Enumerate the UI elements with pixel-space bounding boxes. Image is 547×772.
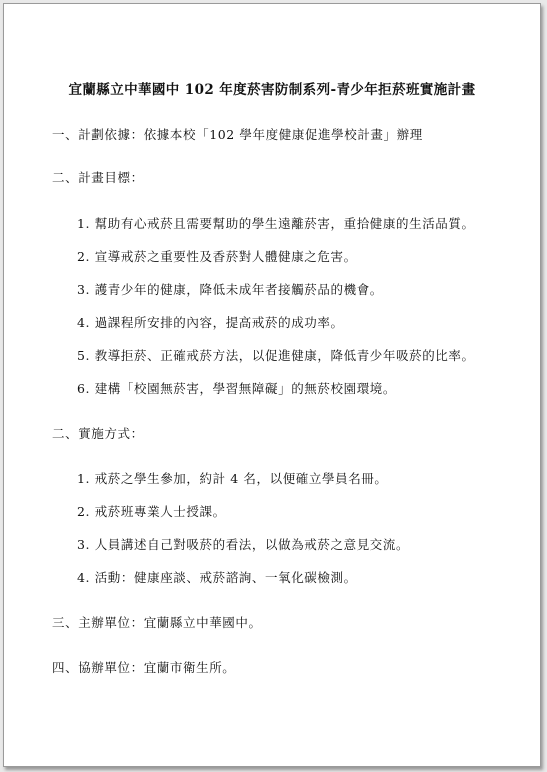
goal-item: 3. 護青少年的健康，降低未成年者接觸菸品的機會。 — [77, 282, 383, 297]
goal-item: 6. 建構「校園無菸害，學習無障礙」的無菸校園環境。 — [77, 381, 397, 396]
section-goals-heading: 二、計畫目標： — [52, 170, 144, 185]
method-item: 2. 戒菸班專業人士授課。 — [77, 504, 226, 519]
method-item: 4. 活動：健康座談、戒菸諮詢、一氧化碳檢測。 — [77, 570, 357, 585]
goal-item: 1. 幫助有心戒菸且需要幫助的學生遠離菸害，重拾健康的生活品質。 — [77, 216, 475, 231]
section-basis: 一、計劃依據：依據本校「102 學年度健康促進學校計畫」辦理 — [52, 127, 423, 142]
method-item: 3. 人員講述自己對吸菸的看法，以做為戒菸之意見交流。 — [77, 537, 410, 552]
section-co-organizer: 四、協辦單位：宜蘭市衛生所。 — [52, 660, 236, 675]
document-page — [3, 3, 541, 767]
method-item: 1. 戒菸之學生參加，約計 4 名，以便確立學員名冊。 — [77, 471, 388, 486]
goal-item: 2. 宣導戒菸之重要性及香菸對人體健康之危害。 — [77, 249, 357, 264]
section-method-heading: 二、實施方式： — [52, 426, 144, 441]
section-organizer: 三、主辦單位：宜蘭縣立中華國中。 — [52, 615, 262, 630]
goal-item: 4. 過課程所安排的內容，提高戒菸的成功率。 — [77, 315, 344, 330]
document-title: 宜蘭縣立中華國中 102 年度菸害防制系列-青少年拒菸班實施計畫 — [68, 82, 476, 98]
goal-item: 5. 教導拒菸、正確戒菸方法，以促進健康，降低青少年吸菸的比率。 — [77, 348, 475, 363]
